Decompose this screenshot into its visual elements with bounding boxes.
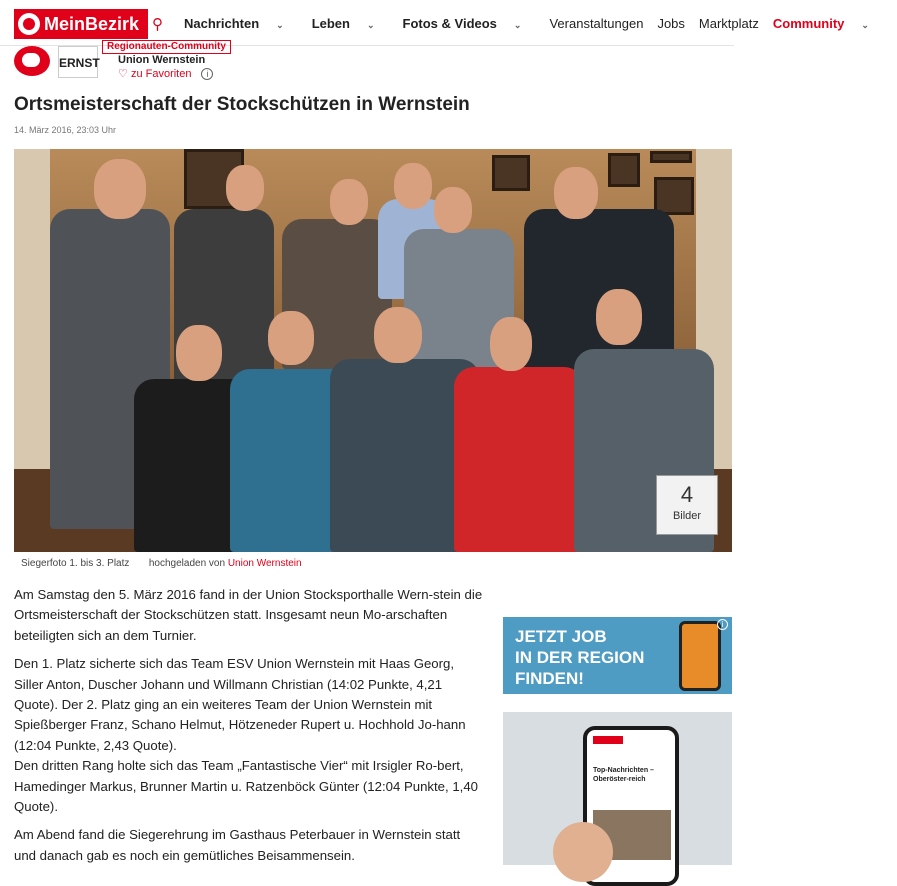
menu-item-leben[interactable]: Leben ⌄ bbox=[311, 16, 375, 31]
main-menu bbox=[184, 16, 897, 31]
article-body bbox=[14, 585, 484, 874]
photo-count-badge[interactable]: 4 Bilder bbox=[656, 475, 718, 535]
hand-image bbox=[553, 822, 613, 882]
heart-icon: ♡ bbox=[118, 68, 128, 80]
meinbezirk-logo[interactable] bbox=[14, 9, 148, 39]
community-avatar[interactable] bbox=[14, 46, 50, 76]
paragraph: Den 1. Platz sicherte sich das Team ESV Union Wernstein mit Haas Georg, Siller Anton, Duscher Johann und Willmann Christian (14:02 Punkte, 4,21 Quote). Der 2. Platz ging an ein weiteres Team der Union Wernstein mit Spießberger Franz, Schano Helmut, Hötzeneder Rupert u. Hochhold Jo-hann (12:04 Punkte, 2,43 Quote). Den dritten Rang holte sich das Team „Fantastische Vier“ mit Irsigler Ro-bert, Hamedinger Markus, Brunner Martin u. Ratzenböck Günter (12:04 Punkte, 1,40 Quote). bbox=[14, 656, 478, 815]
paragraph: Am Abend fand die Siegerehrung im Gasthaus Peterbauer in Wernstein statt und danach gab es noch ein gemütliches Beisammensein. bbox=[14, 827, 461, 863]
menu-item-community[interactable]: Community ⌄ bbox=[772, 16, 869, 31]
photo-caption: Siegerfoto 1. bis 3. Platz hochgeladen von Union Wernstein bbox=[21, 558, 302, 569]
add-favorite-button[interactable]: ♡ zu Favoriten i bbox=[118, 67, 213, 80]
menu-item-fotos-videos[interactable]: Fotos & Videos ⌄ bbox=[402, 16, 522, 31]
jobs-ad-banner[interactable]: JETZT JOB IN DER REGION FINDEN! i bbox=[503, 617, 732, 694]
info-icon[interactable]: i bbox=[201, 68, 213, 80]
ad-info-icon[interactable]: i bbox=[717, 619, 728, 630]
paragraph: Am Samstag den 5. März 2016 fand in der Union Stocksporthalle Wern-stein die Ortsmeisterschaft der Stockschützen statt. Insgesamt neun Mo-arschaften beteiligten sich an dem Turnier. bbox=[14, 587, 483, 643]
uploader-link[interactable]: Union Wernstein bbox=[227, 558, 302, 569]
menu-item-veranstaltungen[interactable]: Veranstaltungen bbox=[549, 16, 644, 31]
menu-item-marktplatz[interactable]: Marktplatz bbox=[698, 16, 759, 31]
chevron-down-icon: ⌄ bbox=[366, 20, 375, 30]
phone-image: Top-Nachrichten – Oberöster-reich bbox=[583, 726, 679, 886]
logo-text: MeinBezirk bbox=[44, 13, 140, 34]
app-ad-banner[interactable] bbox=[503, 712, 732, 865]
author-logo[interactable]: ERNST bbox=[58, 46, 98, 78]
menu-item-jobs[interactable]: Jobs bbox=[657, 16, 685, 31]
menu-item-nachrichten[interactable]: Nachrichten ⌄ bbox=[184, 16, 284, 31]
author-block bbox=[14, 41, 414, 86]
chevron-down-icon: ⌄ bbox=[861, 20, 869, 30]
author-name[interactable]: Union Wernstein bbox=[118, 54, 206, 66]
article-title: Ortsmeisterschaft der Stockschützen in Wernstein bbox=[14, 94, 470, 115]
article-date: 14. März 2016, 23:03 Uhr bbox=[14, 125, 117, 135]
location-pin-icon[interactable]: ⚲ bbox=[152, 16, 163, 33]
chevron-down-icon: ⌄ bbox=[276, 20, 284, 30]
community-tag: Regionauten-Community bbox=[102, 40, 231, 54]
phone-image bbox=[679, 621, 721, 691]
logo-icon bbox=[18, 13, 40, 35]
article-photo[interactable] bbox=[14, 149, 732, 552]
chevron-down-icon: ⌄ bbox=[513, 20, 522, 30]
